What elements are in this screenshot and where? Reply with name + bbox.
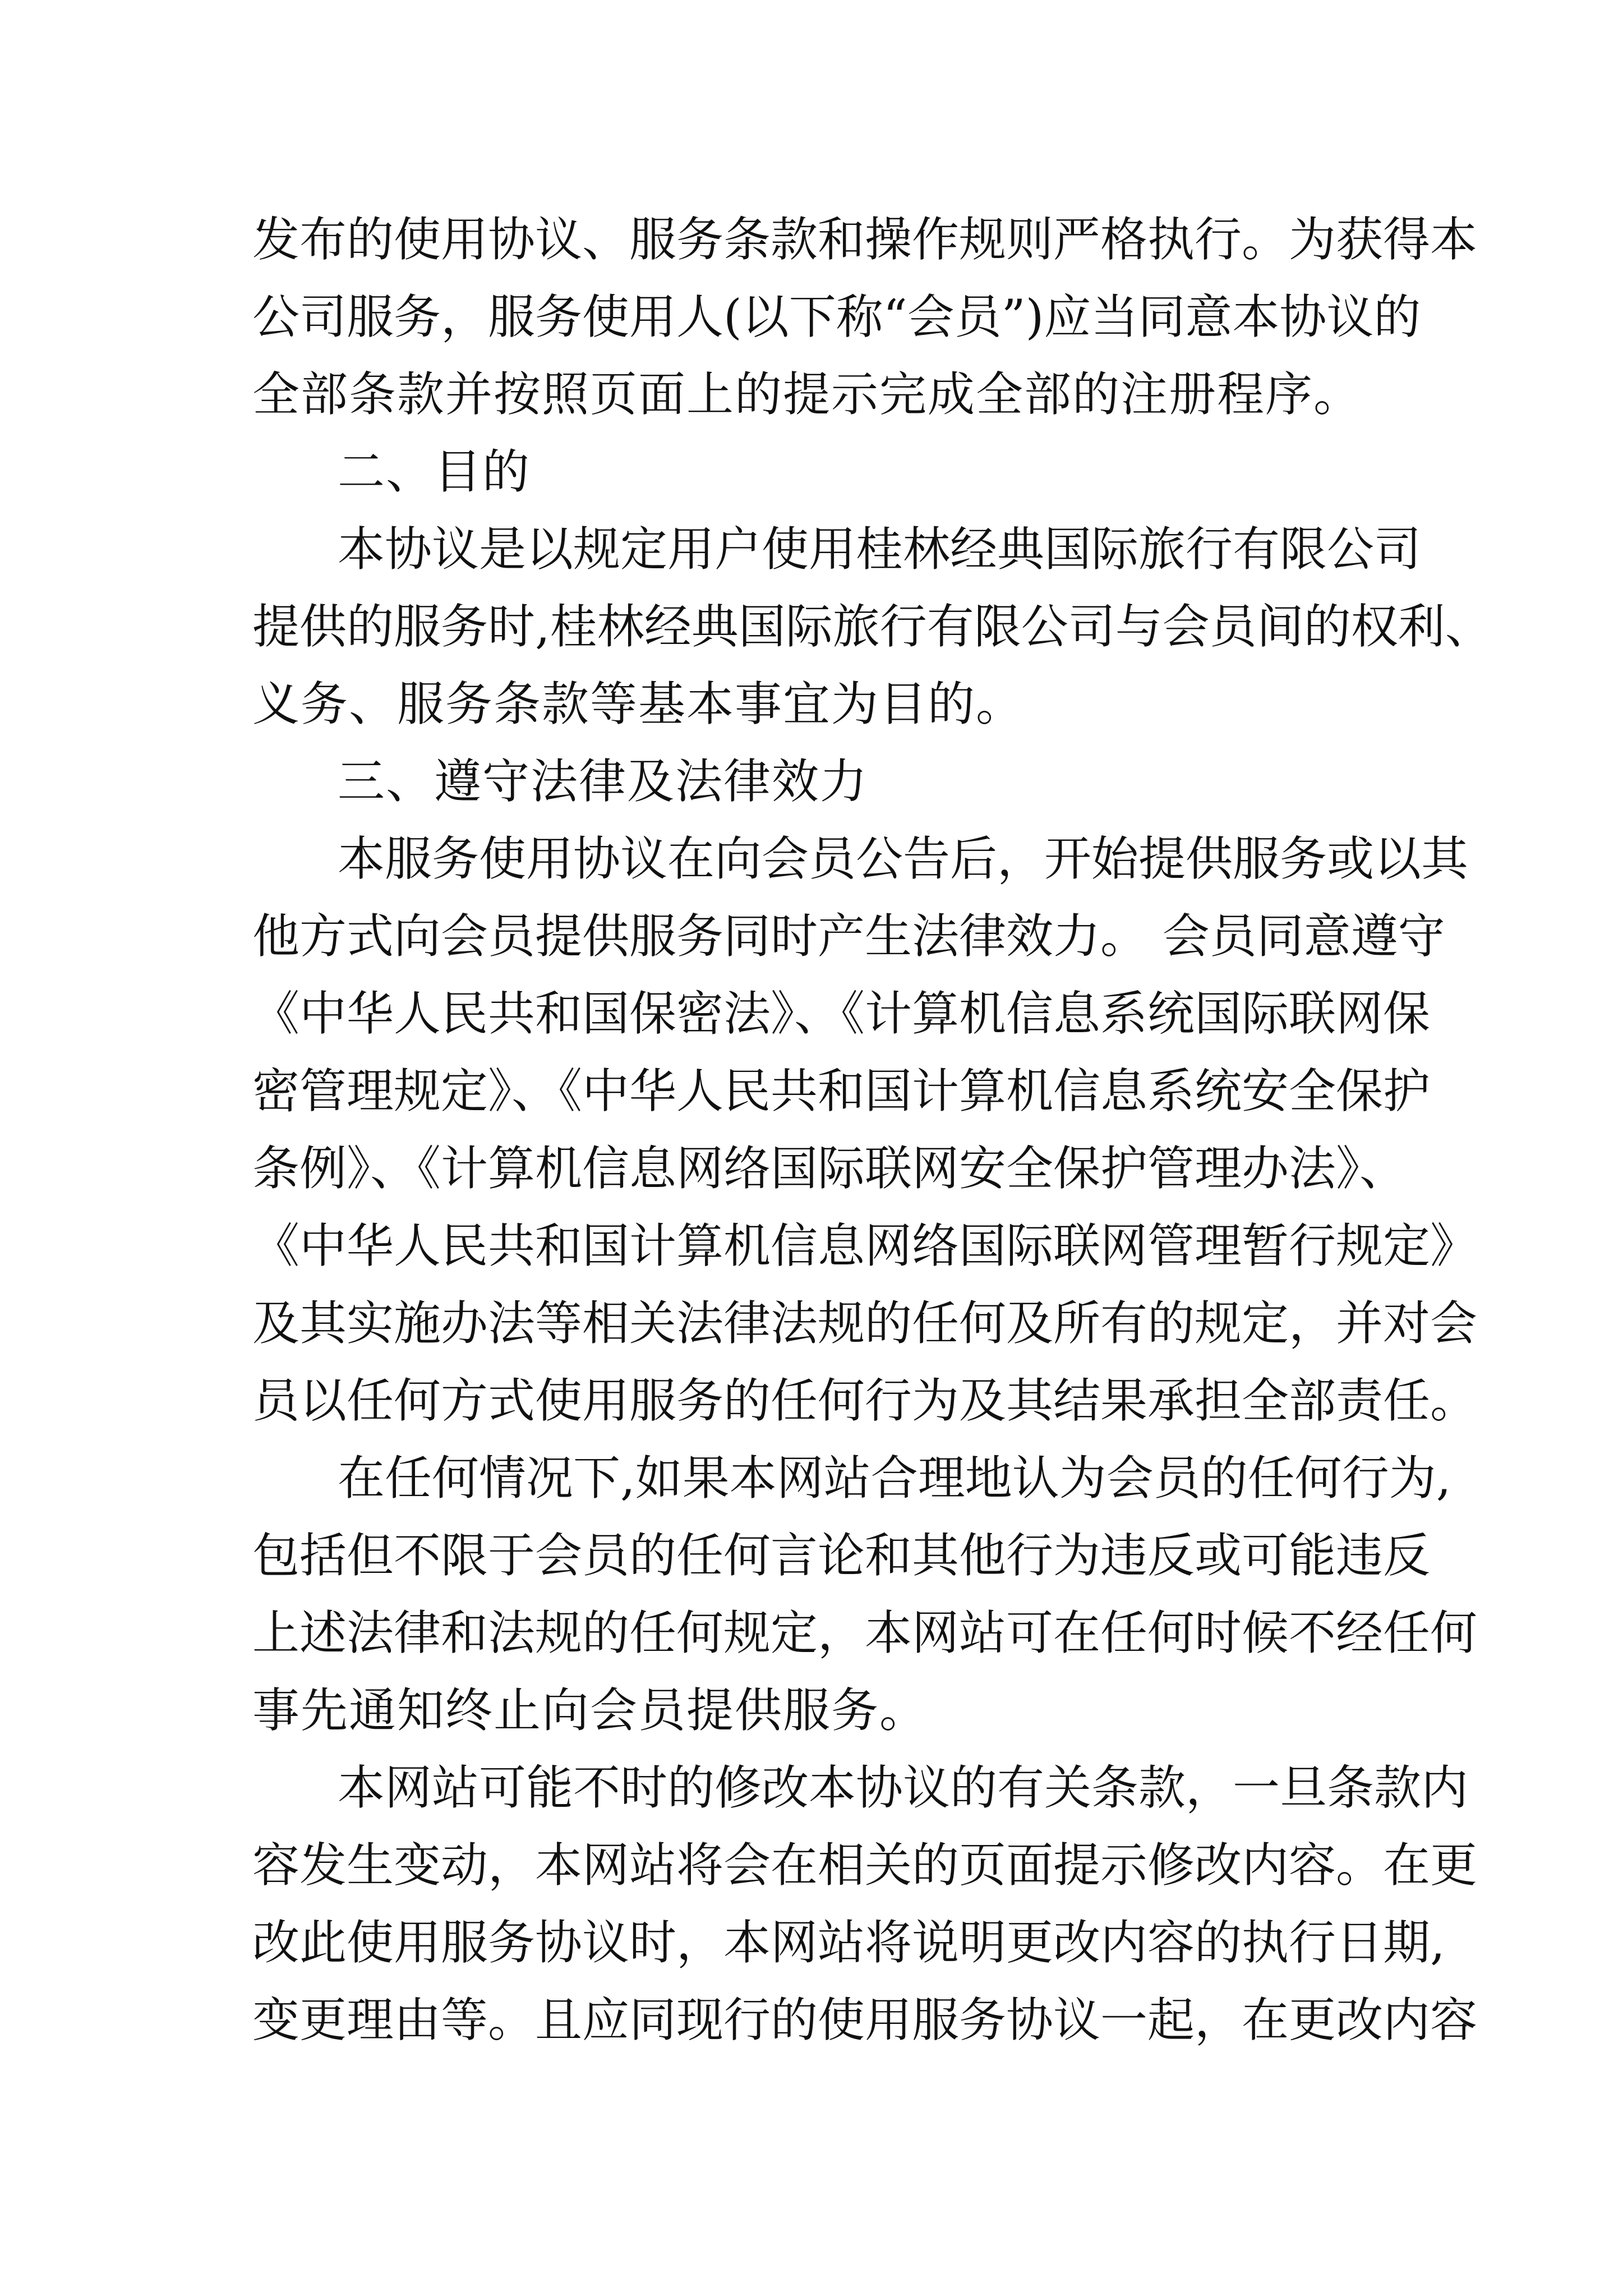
text-line: 变更理由等。且应同现行的使用服务协议一起，在更改内容 <box>252 1993 1478 2047</box>
section-heading: 二、目的 <box>338 444 531 499</box>
text-line: 本网站可能不时的修改本协议的有关条款，一旦条款内 <box>338 1760 1469 1815</box>
text-line: 公司服务，服务使用人(以下称“会员”)应当同意本协议的 <box>252 289 1421 344</box>
text-line: 上述法律和法规的任何规定，本网站可在任何时候不经任何 <box>252 1605 1478 1660</box>
text-line: 改此使用服务协议时，本网站将说明更改内容的执行日期, <box>252 1915 1445 1970</box>
text-line: 员以任何方式使用服务的任何行为及其结果承担全部责任。 <box>252 1373 1478 1428</box>
text-line: 条例》、《计算机信息网络国际联网安全保护管理办法》、 <box>252 1141 1407 1196</box>
text-line: 包括但不限于会员的任何言论和其他行为违反或可能违反 <box>252 1528 1431 1583</box>
text-line: 密管理规定》、《中华人民共和国计算机信息系统安全保护 <box>252 1064 1431 1119</box>
text-line: 本服务使用协议在向会员公告后，开始提供服务或以其 <box>338 831 1469 886</box>
text-line: 及其实施办法等相关法律法规的任何及所有的规定，并对会 <box>252 1296 1478 1351</box>
text-line: 全部条款并按照页面上的提示完成全部的注册程序。 <box>252 367 1362 422</box>
text-line: 提供的服务时,桂林经典国际旅行有限公司与会员间的权利、 <box>252 599 1492 654</box>
text-line: 在任何情况下,如果本网站合理地认为会员的任何行为, <box>338 1451 1451 1506</box>
text-line: 义务、服务条款等基本事宜为目的。 <box>252 677 1025 731</box>
text-line: 本协议是以规定用户使用桂林经典国际旅行有限公司 <box>338 522 1422 577</box>
text-line: 发布的使用协议、服务条款和操作规则严格执行。为获得本 <box>252 212 1478 267</box>
section-heading: 三、遵守法律及法律效力 <box>338 754 869 809</box>
text-line: 他方式向会员提供服务同时产生法律效力。 会员同意遵守 <box>252 909 1445 964</box>
text-line: 事先通知终止向会员提供服务。 <box>252 1683 928 1738</box>
text-line: 《中华人民共和国保密法》、《计算机信息系统国际联网保 <box>252 986 1431 1041</box>
text-line: 《中华人民共和国计算机信息网络国际联网管理暂行规定》 <box>252 1218 1478 1273</box>
text-line: 容发生变动，本网站将会在相关的页面提示修改内容。在更 <box>252 1838 1478 1893</box>
